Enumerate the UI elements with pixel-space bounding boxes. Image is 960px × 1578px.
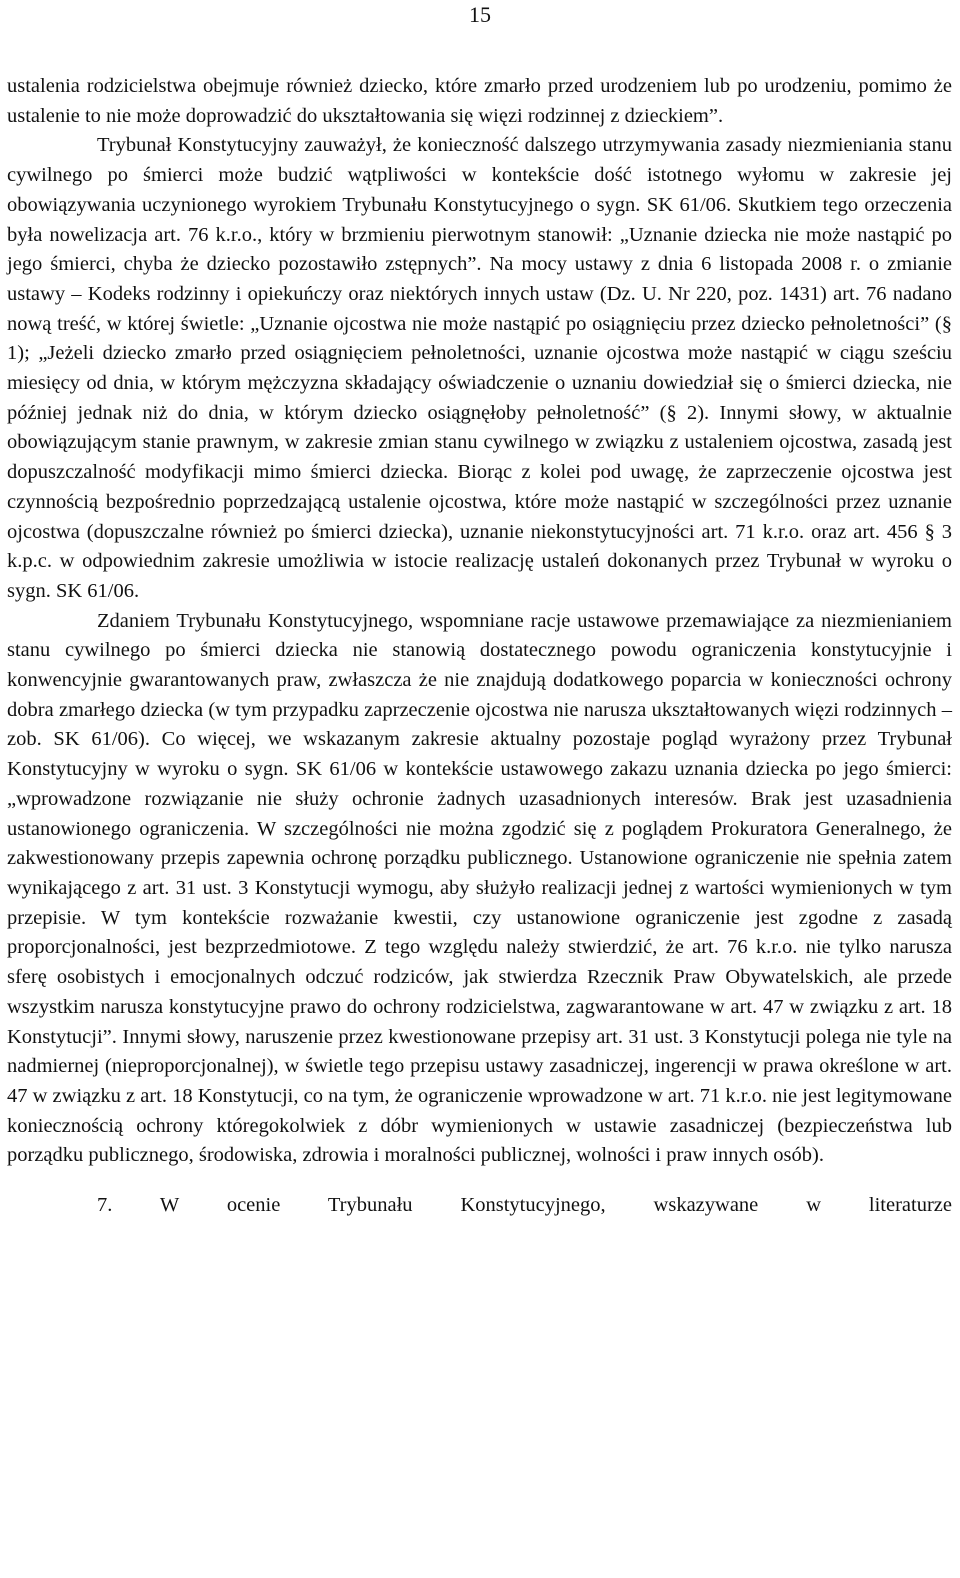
paragraph-tribunal-observation: Trybunał Konstytucyjny zauważył, że konieczność dalszego utrzymywania zasady niezmieniania stanu cywilnego po śmierci może budzić wątpliwości w kontekście dość istotnego wyłomu w zakresie jej obowiązywania uczynionego wyrokiem Trybunału Konstytucyjnego o sygn. SK 61/06. Skutkiem tego orzeczenia była nowelizacja art. 76 k.r.o., który w brzmieniu pierwotnym stanowił: „Uznanie dziecka nie może nastąpić po jego śmierci, chyba że dziecko pozostawiło zstępnych”. Na mocy ustawy z dnia 6 listopada 2008 r. o zmianie ustawy – Kodeks rodzinny i opiekuńczy oraz niektórych innych ustaw (Dz. U. Nr 220, poz. 1431) art. 76 nadano nową treść, w której świetle: „Uznanie ojcostwa nie może nastąpić po osiągnięciu przez dziecko pełnoletności” (§ 1); „Jeżeli dziecko zmarło przed osiągnięciem pełnoletności, uznanie ojcostwa może nastąpić w ciągu sześciu miesięcy od dnia, w którym mężczyzna składający oświadczenie o uznaniu dowiedział się o śmierci dziecka, nie później jednak niż do dnia, w którym dziecko osiągnęłoby pełnoletność” (§ 2). Innymi słowy, w aktualnie obowiązującym stanie prawnym, w zakresie zmian stanu cywilnego w związku z ustaleniem ojcostwa, zasadą jest dopuszczalność modyfikacji mimo śmierci dziecka. Biorąc z kolei pod uwagę, że zaprzeczenie ojcostwa jest czynnością bezpośrednio poprzedzającą ustalenie ojcostwa, które może nastąpić w szczególności przez uznanie ojcostwa (dopuszczalne również po śmierci dziecka), uznanie niekonstytucyjności art. 71 k.r.o. oraz art. 456 § 3 k.p.c. w odpowiednim zakresie umożliwia w istocie realizację ustaleń dokonanych przez Trybunał w wyroku o sygn. SK 61/06. xyxy=(7,134,952,602)
paragraph-tribunal-opinion: Zdaniem Trybunału Konstytucyjnego, wspomniane racje ustawowe przemawiające za niezmienianiem stanu cywilnego po śmierci dziecka nie stanowią dostatecznego powodu ograniczenia konstytucyjnie i konwencyjnie gwarantowanych praw, zwłaszcza że nie znajdują dodatkowego poparcia w konieczności ochrony dobra zmarłego dziecka (w tym przypadku zaprzeczenie ojcostwa nie narusza ukształtowanych więzi rodzinnych – zob. SK 61/06). Co więcej, we wskazanym zakresie aktualny pozostaje pogląd wyrażony przez Trybunał Konstytucyjny w wyroku o sygn. SK 61/06 w kontekście ustawowego zakazu uznania dziecka po jego śmierci: „wprowadzone rozwiązanie nie służy ochronie żadnych uzasadnionych interesów. Brak jest uzasadnienia ustanowionego ograniczenia. W szczególności nie można zgodzić się z poglądem Prokuratora Generalnego, że zakwestionowany przepis zapewnia ochronę porządku publicznego. Ustanowione ograniczenie nie spełnia zatem wynikającego z art. 31 ust. 3 Konstytucji wymogu, aby służyło realizacji jednej z wartości wymienionych w tym przepisie. W tym kontekście rozważanie kwestii, czy ustanowione ograniczenie jest zgodne z zasadą proporcjonalności, jest bezprzedmiotowe. Z tego względu należy stwierdzić, że art. 76 k.r.o. nie tylko narusza sferę osobistych i emocjonalnych odczuć rodziców, jak stwierdza Rzecznik Praw Obywatelskich, ale przede wszystkim narusza konstytucyjne prawo do ochrony rodzicielstwa, zagwarantowane w art. 47 w związku z art. 18 Konstytucji”. Innymi słowy, naruszenie przez kwestionowane przepisy art. 31 ust. 3 Konstytucji polega nie tyle na nadmiernej (nieproporcjonalnej), w świetle tego przepisu ustawy zasadniczej, ingerencji w prawa określone w art. 47 w związku z art. 18 Konstytucji, co na tym, że ograniczenie wprowadzone w art. 71 k.r.o. nie jest legitymowane koniecznością ochrony któregokolwiek z dóbr wymienionych w ustawie zasadniczej (bezpieczeństwa lub porządku publicznego, środowiska, zdrowia i moralności publicznej, wolności i praw innych osób). xyxy=(7,609,952,1167)
paragraph-continuation: ustalenia rodzicielstwa obejmuje również dziecko, które zmarło przed urodzeniem lub po urodzeniu, pomimo że ustalenie to nie może doprowadzić do ukształtowania się więzi rodzinnej z dzieckiem”. xyxy=(7,75,952,127)
paragraph-section-7: 7. W ocenie Trybunału Konstytucyjnego, wskazywane w literaturze xyxy=(97,1194,952,1217)
document-body xyxy=(7,72,952,1221)
page-number: 15 xyxy=(469,2,491,27)
